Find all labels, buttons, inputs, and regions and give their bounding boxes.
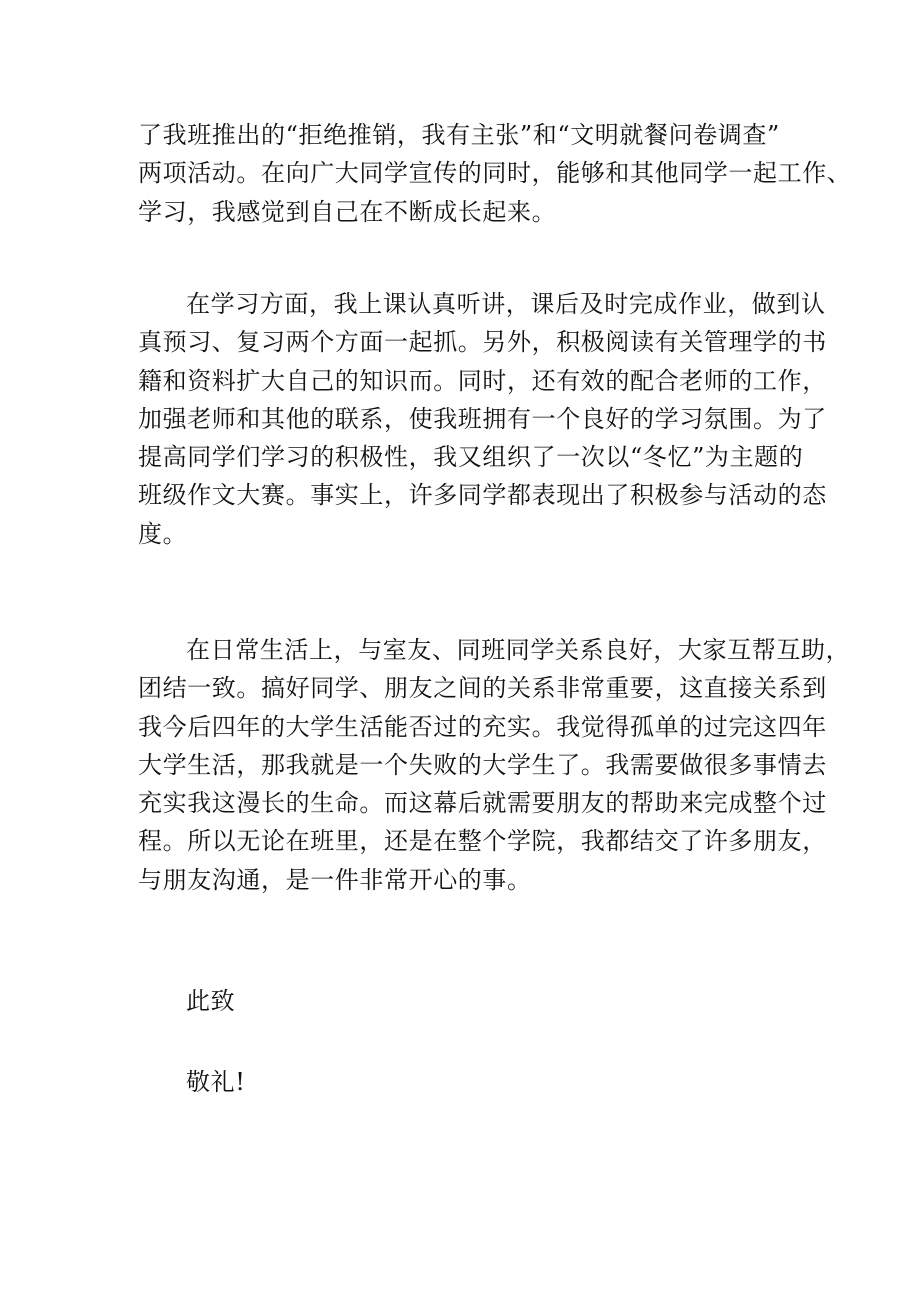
text-line: 程。所以无论在班里，还是在整个学院，我都结交了许多朋友，	[138, 827, 827, 856]
text-line: 籍和资料扩大自己的知识而。同时，还有效的配合老师的工作，	[138, 366, 827, 395]
text-line: 团结一致。搞好同学、朋友之间的关系非常重要，这直接关系到	[138, 674, 827, 703]
text-line: 与朋友沟通，是一件非常开心的事。	[138, 865, 532, 894]
paragraph-study	[138, 285, 827, 553]
text-line: 大学生活，那我就是一个失败的大学生了。我需要做很多事情去	[138, 750, 827, 779]
paragraph-activities	[138, 116, 852, 231]
text-line: 学习，我感觉到自己在不断成长起来。	[138, 197, 557, 226]
text-line: 了我班推出的“拒绝推销，我有主张”和“文明就餐问卷调查”	[138, 121, 780, 149]
text-line: 提高同学们学习的积极性，我又组织了一次以“冬忆”为主题的	[138, 443, 804, 472]
text-line: 充实我这漫长的生命。而这幕后就需要朋友的帮助来完成整个过	[138, 789, 827, 818]
text-line: 在日常生活上，与室友、同班同学关系良好，大家互帮互助，	[186, 636, 851, 664]
text-line: 度。	[138, 519, 188, 548]
closing-salutation	[138, 982, 808, 1020]
text-line: 在学习方面，我上课认真听讲，课后及时完成作业，做到认	[186, 290, 826, 318]
paragraph-daily-life	[138, 631, 851, 899]
text-line: 加强老师和其他的联系，使我班拥有一个良好的学习氛围。为了	[138, 404, 827, 433]
closing-line: 敬礼!	[186, 1068, 246, 1096]
text-line: 我今后四年的大学生活能否过的充实。我觉得孤单的过完这四年	[138, 712, 827, 741]
closing-line: 此致	[186, 987, 236, 1015]
text-line: 两项活动。在向广大同学宣传的同时，能够和其他同学一起工作、	[138, 159, 852, 188]
text-line: 班级作文大赛。事实上，许多同学都表现出了积极参与活动的态	[138, 481, 827, 510]
closing-regards	[138, 1063, 808, 1101]
text-line: 真预习、复习两个方面一起抓。另外，积极阅读有关管理学的书	[138, 328, 827, 357]
